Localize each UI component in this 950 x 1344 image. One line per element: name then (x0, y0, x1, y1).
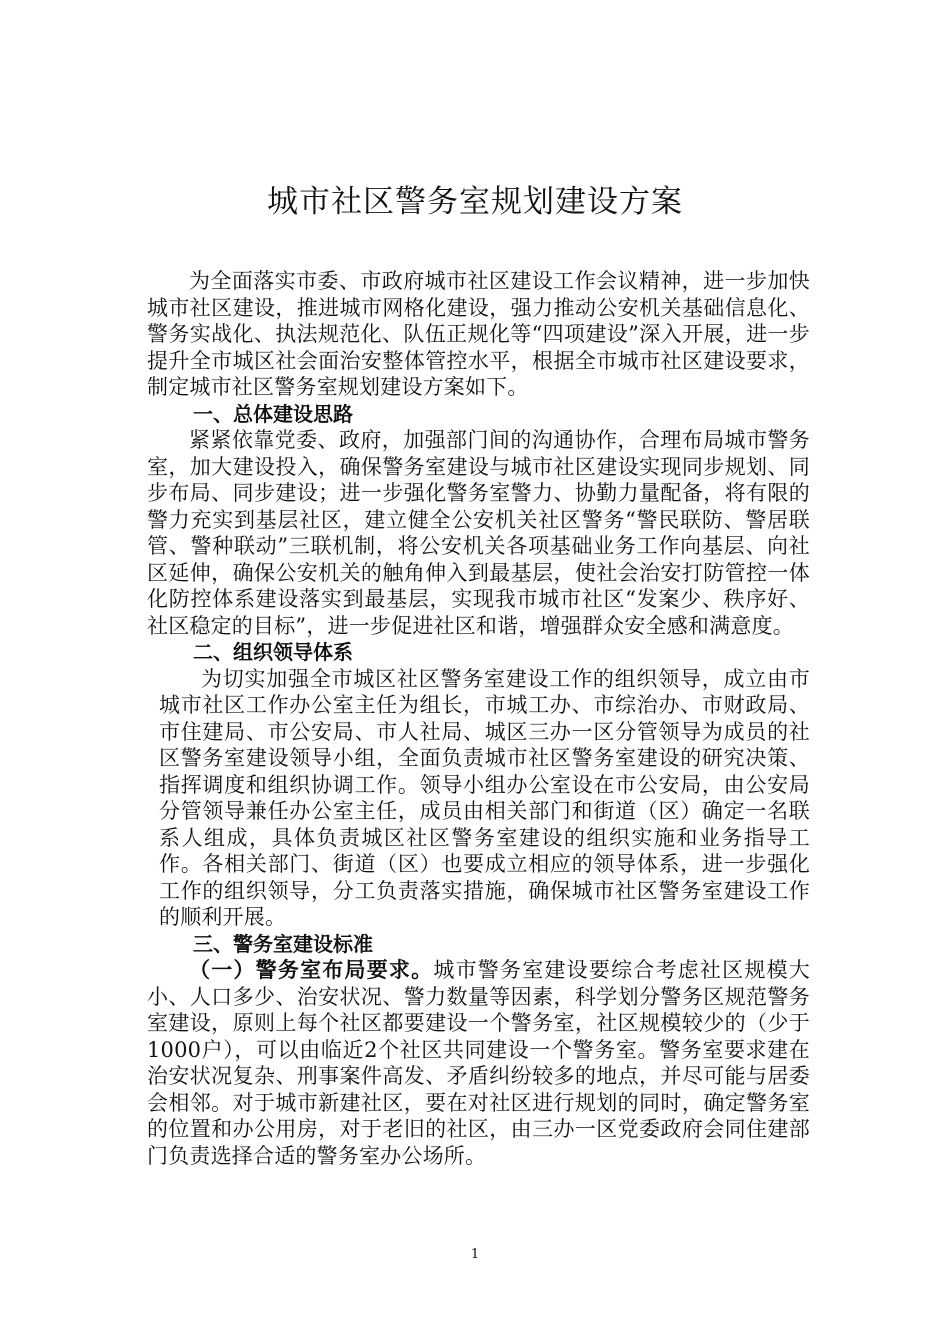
section-2-heading: 二、组织领导体系 (193, 640, 353, 664)
page-number: 1 (470, 1247, 480, 1262)
subsection-1-lead: （一）警务室布局要求。 (189, 958, 434, 982)
section-1-heading: 一、总体建设思路 (193, 401, 353, 426)
section-3-heading: 三、警务室建设标准 (193, 931, 373, 956)
section-1-paragraph: 紧紧依靠党委、政府，加强部门间的沟通协作，合理布局城市警务室，加大建设投入，确保警务室建设与城市社区建设实现同步规划、同步布局、同步建设；进一步强化警务室警力、协勤力量配备，将有限的警力充实到基层社区，建立健全公安机关社区警务“警民联防、警居联管、警种联动”三联机制，将公安机关各项基础业务工作向基层、向社区延伸，确保公安机关的触角伸入到最基层，使社会治安打防管控一体化防控体系建设落实到最基层，实现我市城市社区“发案少、秩序好、社区稳定的目标”，进一步促进社区和谐，增强群众安全感和满意度。 (147, 428, 810, 638)
subsection-1-text: 城市警务室建设要综合考虑社区规模大小、人口多少、治安状况、警力数量等因素，科学划分警务区规范警务室建设，原则上每个社区都要建设一个警务室，社区规模较少的（少于1000户），可以由临近2个社区共同建设一个警务室。警务室要求建在治安状况复杂、刑事案件高发、矛盾纠纷较多的地点，并尽可能与居委会相邻。对于城市新建社区，要在对社区进行规划的同时，确定警务室的位置和办公用房，对于老旧的社区，由三办一区党委政府会同住建部门负责选择合适的警务室办公场所。 (147, 958, 810, 1168)
section-3-paragraph (147, 957, 810, 1169)
section-2-paragraph: 为切实加强全市城区社区警务室建设工作的组织领导，成立由市城市社区工作办公室主任为组长，市城工办、市综治办、市财政局、市住建局、市公安局、市人社局、城区三办一区分管领导为成员的社区警务室建设领导小组，全面负责城市社区警务室建设的研究决策、指挥调度和组织协调工作。领导小组办公室设在市公安局，由公安局分管领导兼任办公室主任，成员由相关部门和街道（区）确定一名联系人组成，具体负责城区社区警务室建设的组织实施和业务指导工作。各相关部门、街道（区）也要成立相应的领导体系，进一步强化工作的组织领导，分工负责落实措施，确保城市社区警务室建设工作的顺利开展。 (159, 666, 810, 929)
document-title: 城市社区警务室规划建设方案 (267, 184, 683, 220)
intro-paragraph: 为全面落实市委、市政府城市社区建设工作会议精神，进一步加快城市社区建设，推进城市网格化建设，强力推动公安机关基础信息化、警务实战化、执法规范化、队伍正规化等“四项建设”深入开展，进一步提升全市城区社会面治安整体管控水平，根据全市城市社区建设要求，制定城市社区警务室规划建设方案如下。 (147, 269, 810, 399)
document-body (147, 268, 810, 1169)
